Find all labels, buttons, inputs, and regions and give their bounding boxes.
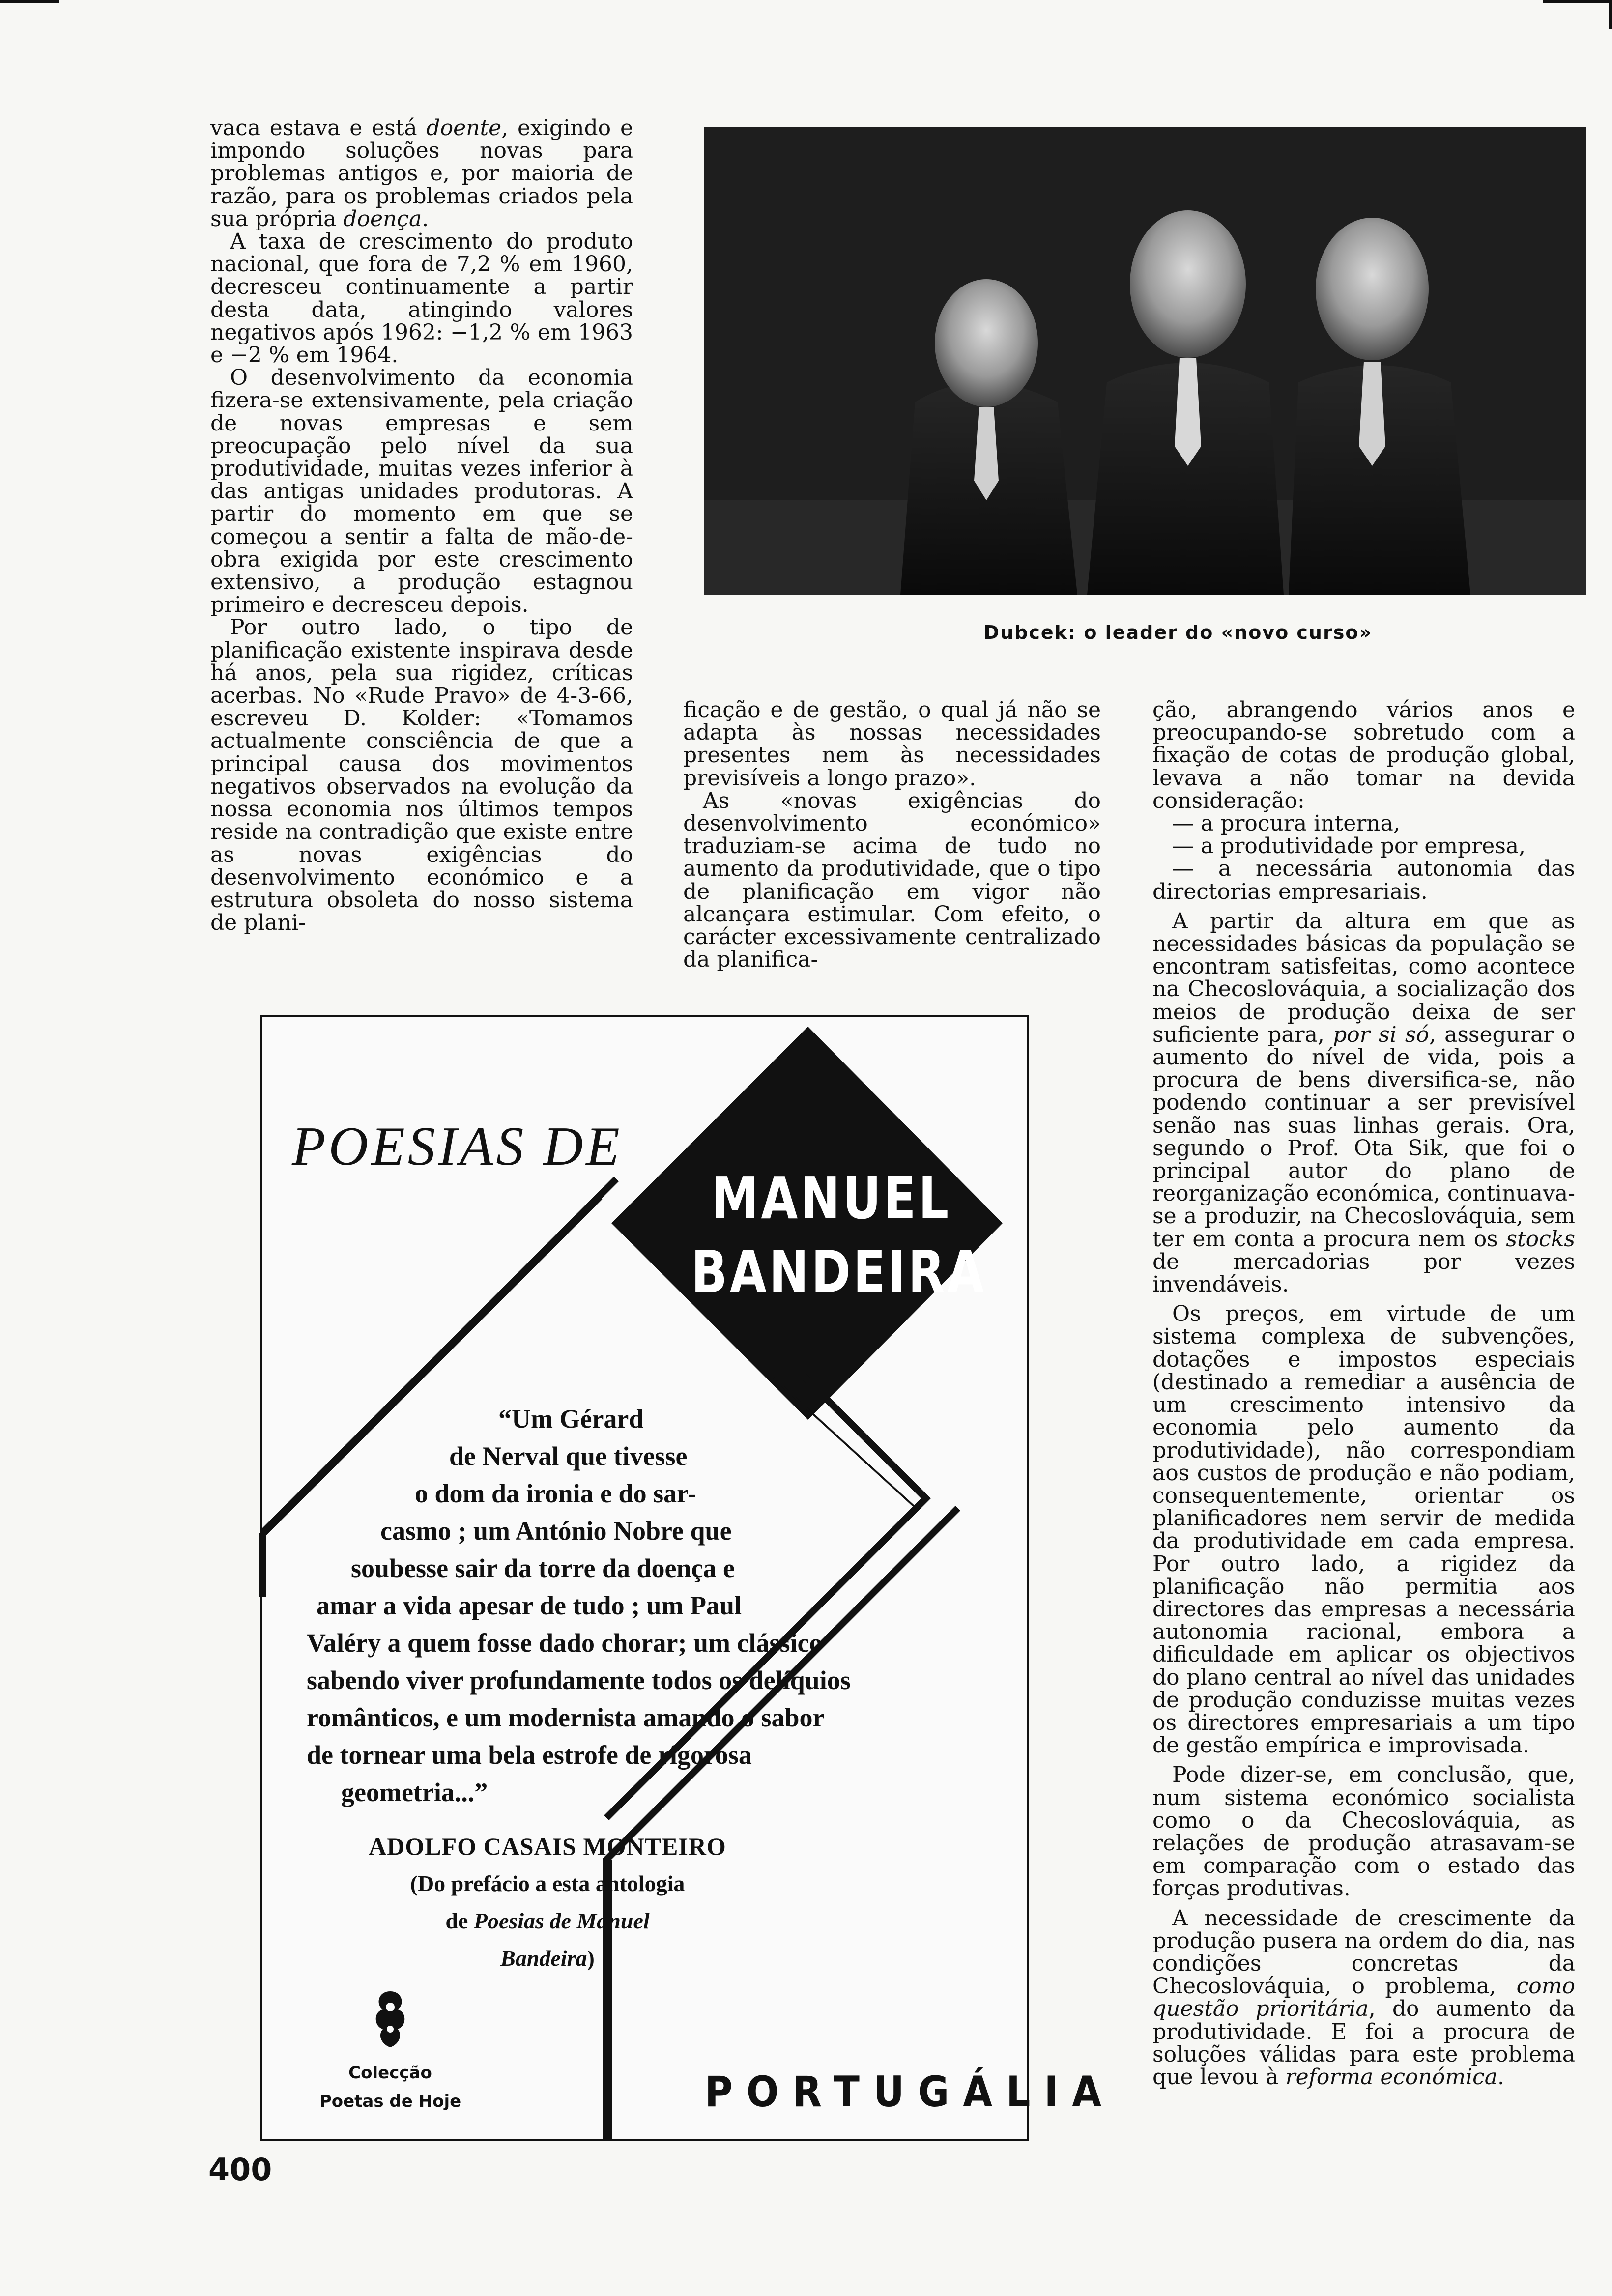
paragraph: ficação e de gestão, o qual já não se adapta às nossas necessidades presentes nem às necessidades previsíveis a longo prazo». — [683, 697, 1101, 791]
quote-line: geometria...” — [341, 1778, 488, 1807]
quote-line: de tornear uma bela estrofe de rigorosa — [307, 1740, 752, 1770]
quote-line: sabendo viver profundamente todos os delíquios — [307, 1665, 851, 1695]
quote-line: românticos, e um modernista amando o sabor — [307, 1703, 825, 1732]
crop-mark-top-right — [1543, 0, 1612, 3]
ad-preface-line-3: Bandeira) — [500, 1946, 595, 1971]
paragraph: Os preços, em virtude de um sistema complexa de subvenções, dotações e impostos especiais (destinado a remediar a ausência de um crescimento intensivo da economia pelo aumento da produtividade), não correspondiam aos custos de produção e não podiam, consequentemente, orientar os planificadores nem servir de medida da produtividade em cada empresa. Por outro lado, a rigidez da planificação não permitia aos directores das empresas a necessária autonomia racional, embora a dificuldade em aplicar os objectivos do plano central ao nível das unidades de produção conduzisse muitas vezes os directores empresariais a um tipo de gestão empírica e improvisada. — [1152, 1301, 1575, 1758]
article-column-1 — [210, 117, 633, 934]
page-number: 400 — [208, 2152, 272, 2187]
crop-mark-right — [1609, 0, 1612, 29]
collection-label-line-2: Poetas de Hoje — [319, 2092, 461, 2111]
quote-line: o dom da ironia e do sar- — [415, 1479, 697, 1508]
photograph-dubcek-group — [704, 127, 1586, 595]
book-advertisement — [260, 1015, 1116, 2141]
list-item: — a necessária autonomia das directorias empresariais. — [1152, 856, 1575, 904]
ad-title-bandeira: BANDEIRA — [691, 1238, 986, 1306]
list-item: — a produtividade por empresa, — [1172, 833, 1526, 859]
ad-preface-line-1: (Do prefácio a esta antologia — [410, 1871, 685, 1896]
ad-author-block — [336, 1828, 759, 1977]
article-column-3 — [1152, 699, 1575, 2089]
paragraph: A taxa de crescimento do produto nacional, que fora de 7,2 % em 1960, decresceu continuamente a partir desta data, atingindo valores negativos após 1962: −1,2 % em 1963 e −2 % em 1964. — [210, 229, 633, 368]
quote-line: de Nerval que tivesse — [449, 1441, 688, 1471]
quote-line: Valéry a quem fosse dado chorar; um clássico — [307, 1628, 823, 1658]
paragraph: ção, abrangendo vários anos e preocupando-se sobretudo com a fixação de cotas de produção global, levava a não tomar na devida consideração: — [1152, 697, 1575, 813]
collection-label — [302, 2059, 479, 2116]
photo-caption: Dubcek: o leader do «novo curso» — [983, 622, 1372, 643]
quote-line: amar a vida apesar de tudo ; um Paul — [317, 1591, 742, 1620]
ad-preface-line-2: de Poesias de Manuel — [445, 1908, 650, 1933]
paragraph: vaca estava e está doente, exigindo e impondo soluções novas para problemas antigos e, por maioria de razão, para os problemas criados pela sua própria doença. — [210, 115, 633, 231]
collection-label-line-1: Colecção — [348, 2063, 432, 2083]
crop-mark-top-left — [0, 0, 59, 3]
collection-emblem-icon — [368, 1987, 412, 2051]
ad-title-manuel: MANUEL — [711, 1164, 951, 1232]
publisher-logo-text: PORTUGÁLIA — [705, 2067, 1116, 2117]
paragraph: O desenvolvimento da economia fizera-se extensivamente, pela criação de novas empresas e sem preocupação pelo nível da sua produtividade, muitas vezes inferior à das antigas unidades produtoras. A partir do momento em que se começou a sentir a falta de mão-de-obra exigida por este crescimento extensivo, a produção estagnou primeiro e decresceu depois. — [210, 365, 633, 618]
paragraph: A partir da altura em que as necessidades básicas da população se encontram satisfeitas, como acontece na Checoslováquia, a socialização dos meios de produção deixa de ser suficiente para, por si só, assegurar o aumento do nível de vida, pois a procura de bens diversifica-se, não podendo continuar a ser previsível senão nas suas linhas gerais. Ora, segundo o Prof. Ota Sik, que foi o principal autor do plano de reorganização económica, continuava-se a produzir, na Checoslováquia, sem ter em conta a procura nem os stocks de mercadorias por vezes invendáveis. — [1152, 908, 1575, 1297]
article-column-2 — [683, 699, 1101, 971]
quote-line: casmo ; um António Nobre que — [380, 1516, 732, 1546]
list-item: — a procura interna, — [1172, 811, 1400, 836]
quote-line: soubesse sair da torre da doença e — [351, 1553, 735, 1583]
paragraph: As «novas exigências do desenvolvimento económico» traduziam-se acima de tudo no aumento da produtividade, que o tipo de planificação em vigor não alcançara estimular. Com efeito, o carácter excessivamente centralizado da planifica- — [683, 788, 1101, 973]
ad-title-poesias-de: POESIAS DE — [292, 1116, 623, 1177]
ad-author-name: ADOLFO CASAIS MONTEIRO — [369, 1833, 726, 1860]
photo-illustration — [704, 127, 1586, 595]
quote-line: “Um Gérard — [498, 1404, 644, 1434]
paragraph: Pode dizer-se, em conclusão, que, num sistema económico socialista como o da Checoslováquia, as relações de produção atrasavam-se em comparação com o estado das forças produtivas. — [1152, 1762, 1575, 1901]
paragraph: Por outro lado, o tipo de planificação existente inspirava desde há anos, pela sua rigidez, críticas acerbas. No «Rude Pravo» de 4-3-66, escreveu D. Kolder: «Tomamos actualmente consciência de que a principal causa dos movimentos negativos observados na evolução da nossa economia nos últimos tempos reside na contradição que existe entre as novas exigências do desenvolvimento económico e a estrutura obsoleta do nosso sistema de plani- — [210, 615, 633, 936]
paragraph: A necessidade de crescimente da produção pusera na ordem do dia, nas condições concretas da Checoslováquia, o problema, como questão prioritária, do aumento da produtividade. E foi a procura de soluções válidas para este problema que levou à reforma económica. — [1152, 1905, 1575, 2090]
